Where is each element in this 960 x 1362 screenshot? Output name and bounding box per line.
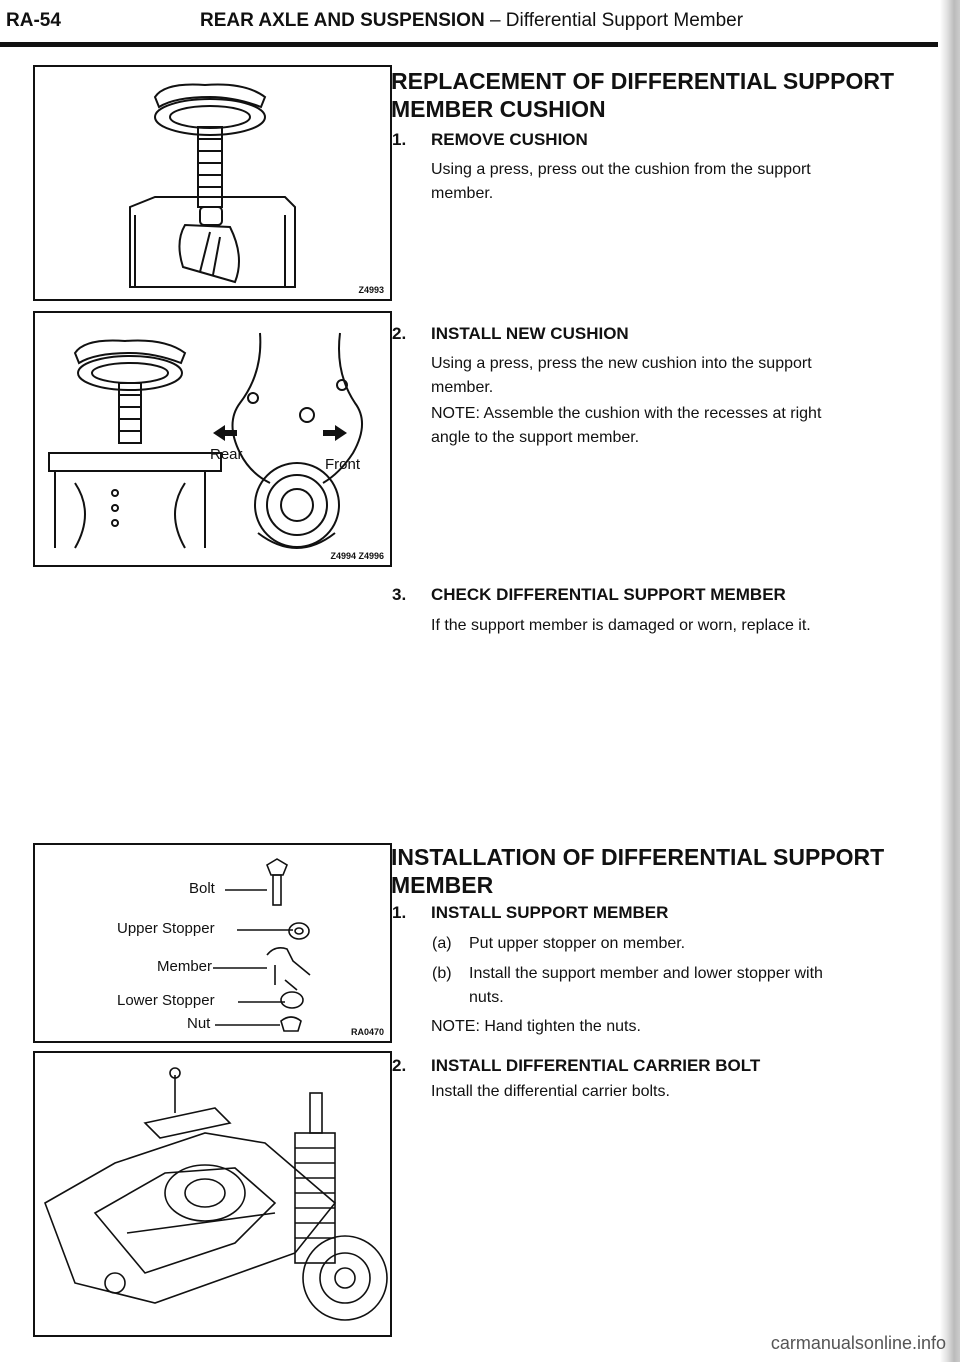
step-title: INSTALL DIFFERENTIAL CARRIER BOLT (431, 1056, 761, 1075)
substep-label: (b) (432, 965, 452, 982)
nut-label: Nut (187, 1015, 211, 1032)
substep-text-line: Install the support member and lower stopper with (469, 965, 823, 982)
figure-code: RA0470 (350, 1027, 384, 1037)
figure-press-out-cushion (33, 65, 392, 301)
step-note (431, 402, 941, 450)
section2-title (391, 843, 951, 899)
substep-text-line: nuts. (469, 989, 504, 1006)
figure-code: Z4994 Z4996 (330, 551, 384, 561)
figure-support-member-parts (33, 843, 392, 1043)
press-out-illustration (35, 67, 390, 299)
step-text: Install the differential carrier bolts. (431, 1083, 670, 1100)
section1-title-line1: REPLACEMENT OF DIFFERENTIAL SUPPORT (391, 68, 895, 94)
step-text-line: member. (431, 379, 494, 396)
step-note: NOTE: Hand tighten the nuts. (431, 1018, 641, 1035)
step-text (431, 158, 941, 206)
step-text (431, 352, 941, 400)
figure-differential-carrier (33, 1051, 392, 1337)
section2-title-line2: MEMBER (391, 872, 494, 898)
substep-text (469, 962, 939, 1010)
watermark: carmanualsonline.info (770, 1333, 946, 1353)
step-text-line: Using a press, press the new cushion into the support (431, 355, 812, 372)
section1-title-line2: MEMBER CUSHION (391, 96, 606, 122)
lower-stopper-label: Lower Stopper (117, 992, 215, 1009)
front-label: Front (325, 456, 361, 473)
step-number: 1. (392, 130, 407, 149)
bolt-label: Bolt (189, 880, 215, 897)
step-title: CHECK DIFFERENTIAL SUPPORT MEMBER (431, 585, 786, 604)
exploded-parts-illustration (35, 845, 390, 1041)
step-title: REMOVE CUSHION (431, 130, 588, 149)
step-number: 1. (392, 903, 407, 922)
member-label: Member (157, 958, 213, 975)
step-text: If the support member is damaged or worn, replace it. (431, 617, 811, 634)
press-in-illustration (35, 313, 390, 565)
note-line: NOTE: Assemble the cushion with the recesses at right (431, 405, 822, 422)
running-title (200, 10, 743, 32)
step-text-line: member. (431, 185, 494, 202)
rear-label: Rear (210, 446, 243, 463)
page-header (0, 0, 960, 48)
step-title: INSTALL SUPPORT MEMBER (431, 903, 669, 922)
header-rule (0, 42, 938, 47)
section1-title (391, 67, 951, 123)
running-title-main: REAR AXLE AND SUSPENSION (200, 10, 485, 31)
page-number: RA-54 (6, 10, 61, 31)
step-number: 2. (392, 324, 407, 343)
step-title: INSTALL NEW CUSHION (431, 324, 629, 343)
page-edge-scan-shadow (940, 0, 960, 1362)
step-number: 3. (392, 585, 407, 604)
note-line: angle to the support member. (431, 429, 640, 446)
substep-label: (a) (432, 935, 452, 952)
figure-code: Z4993 (358, 285, 384, 295)
figure-press-in-cushion (33, 311, 392, 567)
step-number: 2. (392, 1056, 407, 1075)
substep-text: Put upper stopper on member. (469, 935, 686, 952)
section2-title-line1: INSTALLATION OF DIFFERENTIAL SUPPORT (391, 844, 885, 870)
running-title-sub: – Differential Support Member (484, 10, 744, 31)
upper-stopper-label: Upper Stopper (117, 920, 215, 937)
carrier-assembly-illustration (35, 1053, 390, 1335)
step-text-line: Using a press, press out the cushion from the support (431, 161, 811, 178)
